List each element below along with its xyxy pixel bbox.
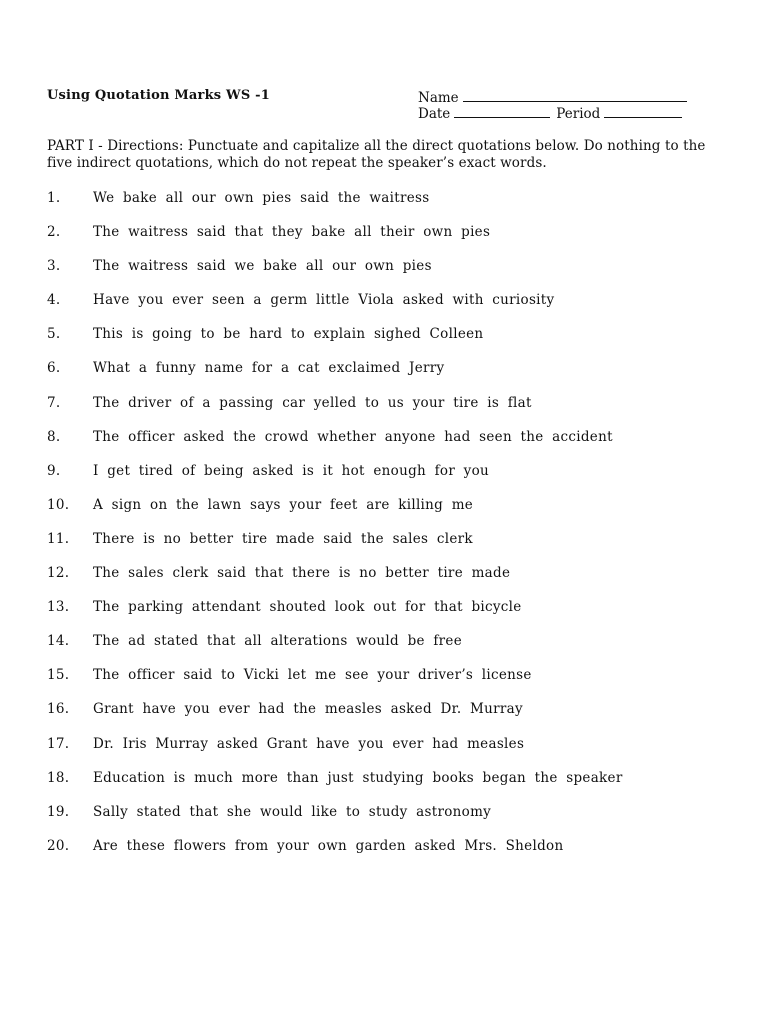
item-sentence: The officer asked the crowd whether anyone had seen the accident [93,428,613,445]
list-item [0,497,768,531]
list-item [0,360,768,394]
worksheet-title: Using Quotation Marks WS -1 [47,88,270,103]
directions-text: PART I - Directions: Punctuate and capitalize all the direct quotations below. Do nothing to the five indirect quotations, which do not repeat the speaker’s exact words. [47,138,706,171]
item-number: 7. [47,394,61,411]
item-sentence: I get tired of being asked is it hot enough for you [93,462,490,479]
item-number: 10. [47,496,70,513]
list-item [0,804,768,838]
list-item [0,463,768,497]
item-sentence: The parking attendant shouted look out for that bicycle [93,599,522,616]
list-item [0,770,768,804]
item-number: 11. [47,530,70,547]
item-number: 1. [47,190,61,206]
item-number: 6. [47,360,61,377]
list-item [0,326,768,360]
date-period-row [418,104,682,122]
period-blank-line [604,104,682,118]
item-sentence: Grant have you ever had the measles asked Dr. Murray [93,701,523,718]
date-label: Date [418,106,451,122]
period-label: Period [556,106,601,122]
list-item [0,429,768,463]
item-number: 12. [47,565,70,582]
item-sentence: Are these flowers from your own garden asked Mrs. Sheldon [93,837,564,854]
item-sentence: The officer said to Vicki let me see your driver’s license [93,667,532,684]
item-number: 13. [47,599,70,616]
item-number: 20. [47,837,70,854]
item-number: 16. [47,701,70,718]
list-item [0,736,768,770]
item-sentence: A sign on the lawn says your feet are killing me [93,496,474,513]
item-number: 14. [47,633,70,650]
list-item [0,395,768,429]
item-sentence: The waitress said that they bake all their own pies [93,224,491,241]
sentence-list [0,190,768,872]
list-item [0,190,768,224]
list-item [0,599,768,633]
item-number: 15. [47,667,70,684]
item-number: 8. [47,428,61,445]
list-item [0,292,768,326]
item-number: 3. [47,258,61,275]
item-number: 19. [47,803,70,820]
name-label: Name [418,90,459,106]
list-item [0,667,768,701]
item-sentence: The driver of a passing car yelled to us your tire is flat [93,394,532,411]
item-number: 17. [47,735,70,752]
item-sentence: The waitress said we bake all our own pies [93,258,432,275]
item-sentence: Sally stated that she would like to study astronomy [93,803,492,820]
item-number: 9. [47,462,61,479]
list-item [0,838,768,872]
list-item [0,565,768,599]
item-sentence: The ad stated that all alterations would be free [93,633,463,650]
item-sentence: Education is much more than just studying books began the speaker [93,769,623,786]
item-sentence: What a funny name for a cat exclaimed Jerry [93,360,445,377]
item-number: 18. [47,769,70,786]
item-sentence: The sales clerk said that there is no better tire made [93,565,511,582]
item-sentence: Dr. Iris Murray asked Grant have you ever had measles [93,735,525,752]
item-number: 4. [47,292,61,309]
list-item [0,531,768,565]
list-item [0,224,768,258]
item-sentence: There is no better tire made said the sales clerk [93,530,473,547]
item-number: 2. [47,224,61,241]
list-item [0,701,768,735]
item-number: 5. [47,326,61,343]
list-item [0,633,768,667]
date-blank-line [454,104,550,118]
item-sentence: We bake all our own pies said the waitress [93,190,430,206]
item-sentence: This is going to be hard to explain sighed Colleen [93,326,484,343]
item-sentence: Have you ever seen a germ little Viola asked with curiosity [93,292,555,309]
list-item [0,258,768,292]
name-blank-line [463,88,687,102]
